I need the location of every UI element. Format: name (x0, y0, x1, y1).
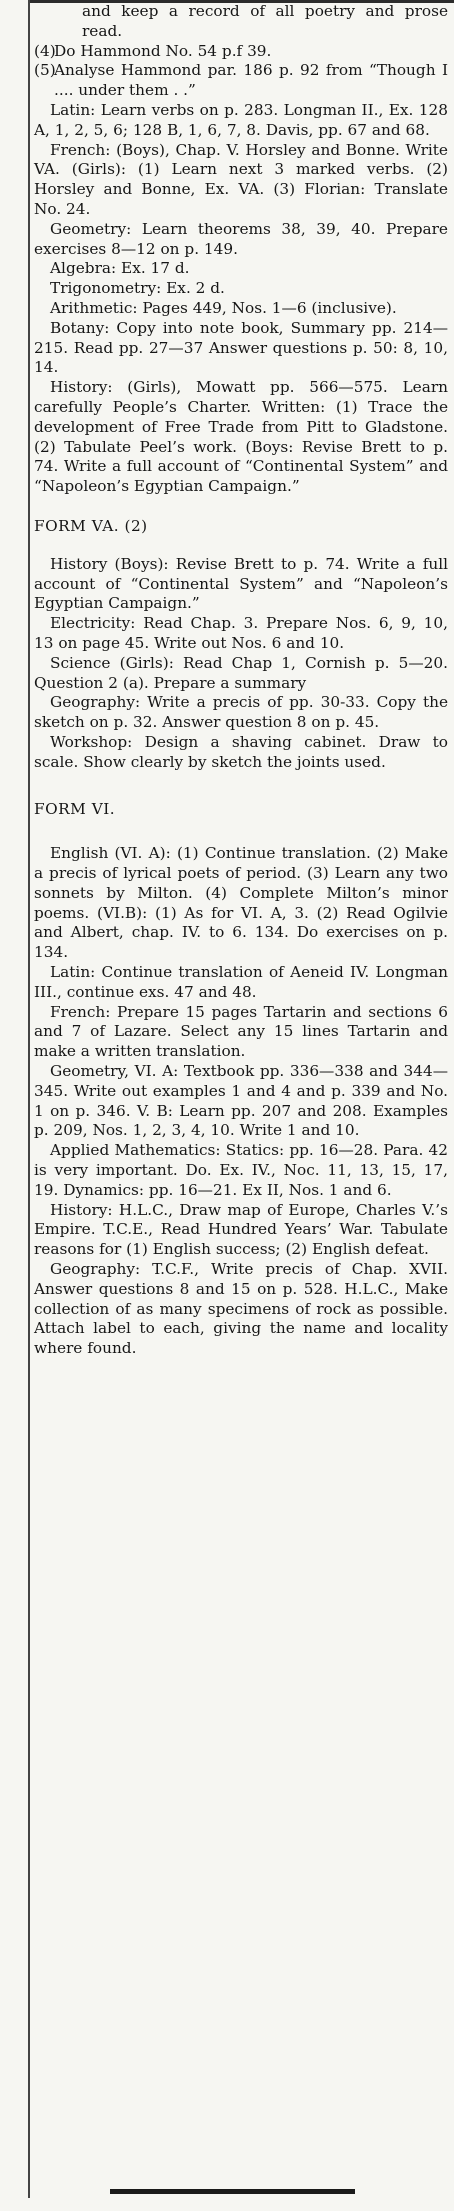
item-text: Do Hammond No. 54 p.f 39. (54, 41, 272, 60)
latin-paragraph: Latin: Learn verbs on p. 283. Longman II., Ex. 128 A, 1, 2, 5, 6; 128 B, 1, 6, 7, 8. Davis, pp. 67 and 68. (34, 100, 448, 139)
botany-paragraph: Botany: Copy into note book, Summary pp. 214—215. Read pp. 27—37 Answer questions p. 50: 8, 10, 14. (34, 318, 448, 377)
electricity-paragraph: Electricity: Read Chap. 3. Prepare Nos. 6, 9, 10, 13 on page 45. Write out Nos. 6 and 10. (34, 614, 448, 652)
history-paragraph: History: (Girls), Mowatt pp. 566—575. Learn carefully People’s Charter. Written: (1) Trace the development of Free Trade from Pitt to Gladstone. (2) Tabulate Peel’s work. (Boys: Revise Brett to p. 74. Write a full account of “Continental System” and “Napoleon’s Egyptian Campaign.” (34, 378, 448, 496)
bottom-rule (110, 2189, 355, 2194)
geometry-paragraph: Geometry, VI. A: Textbook pp. 336—338 and 344—345. Write out examples 1 and 4 and p. 339 and No. 1 on p. 346. V. B: Learn pp. 207 and 208. Examples p. 209, Nos. 1, 2, 3, 4, 10. Write 1 and 10. (34, 1062, 448, 1140)
science-paragraph: Science (Girls): Read Chap 1, Cornish p. 5—20. Question 2 (a). Prepare a summary (34, 653, 448, 692)
intro-continuation: and keep a record of all poetry and prose read. (82, 2, 448, 40)
english-paragraph: English (VI. A): (1) Continue translation. (2) Make a precis of lyrical poets of period. (3) Learn any two sonnets by Milton. (4) Complete Milton’s minor poems. (VI.B): (1) As for VI. A, 3. (2) Read Ogilvie and Albert, chap. IV. to 6. 134. Do exercises on p. 134. (34, 844, 448, 962)
homework-column (34, 2, 448, 1359)
form-vi-heading: FORM VI. (34, 800, 116, 819)
geography-paragraph: Geography: Write a precis of pp. 30-33. Copy the sketch on p. 32. Answer question 8 on p. 45. (34, 693, 448, 732)
workshop-paragraph: Workshop: Design a shaving cabinet. Draw to scale. Show clearly by sketch the joints used. (34, 732, 448, 771)
geometry-paragraph: Geometry: Learn theorems 38, 39, 40. Prepare exercises 8—12 on p. 149. (34, 219, 448, 258)
arithmetic-paragraph: Arithmetic: Pages 449, Nos. 1—6 (inclusive). (50, 298, 397, 317)
geography-paragraph: Geography: T.C.F., Write precis of Chap. XVII. Answer questions 8 and 15 on p. 528. H.L.C., Make collection of as many specimens of rock as possible. Attach label to each, giving the name and locality where found. (34, 1260, 448, 1358)
item-number: (4) (34, 41, 56, 60)
french-paragraph: French: (Boys), Chap. V. Horsley and Bonne. Write VA. (Girls): (1) Learn next 3 marked verbs. (2) Horsley and Bonne, Ex. VA. (3) Florian: Translate No. 24. (34, 140, 448, 218)
algebra-paragraph: Algebra: Ex. 17 d. (50, 259, 190, 278)
trigonometry-paragraph: Trigonometry: Ex. 2 d. (50, 279, 225, 298)
form-va-heading: FORM VA. (2) (34, 516, 148, 535)
history-paragraph: History: H.L.C., Draw map of Europe, Charles V.’s Empire. T.C.E., Read Hundred Years’ War. Tabulate reasons for (1) English success; (2) English defeat. (34, 1200, 448, 1259)
left-column-rule (28, 0, 30, 2198)
french-paragraph: French: Prepare 15 pages Tartarin and sections 6 and 7 of Lazare. Select any 15 lines Tartarin and make a written translation. (34, 1002, 448, 1061)
applied-mathematics-paragraph: Applied Mathematics: Statics: pp. 16—28. Para. 42 is very important. Do. Ex. IV., Noc. 11, 13, 15, 17, 19. Dynamics: pp. 16—21. Ex II, Nos. 1 and 6. (34, 1141, 448, 1199)
latin-paragraph: Latin: Continue translation of Aeneid IV. Longman III., continue exs. 47 and 48. (34, 963, 448, 1001)
history-paragraph: History (Boys): Revise Brett to p. 74. Write a full account of “Continental System” and “Napoleon’s Egyptian Campaign.” (34, 554, 448, 613)
item-text: Analyse Hammond par. 186 p. 92 from “Though I .... under them . .” (54, 61, 448, 100)
item-number: (5) (34, 61, 56, 80)
numbered-item (34, 42, 448, 62)
numbered-item (34, 61, 448, 101)
